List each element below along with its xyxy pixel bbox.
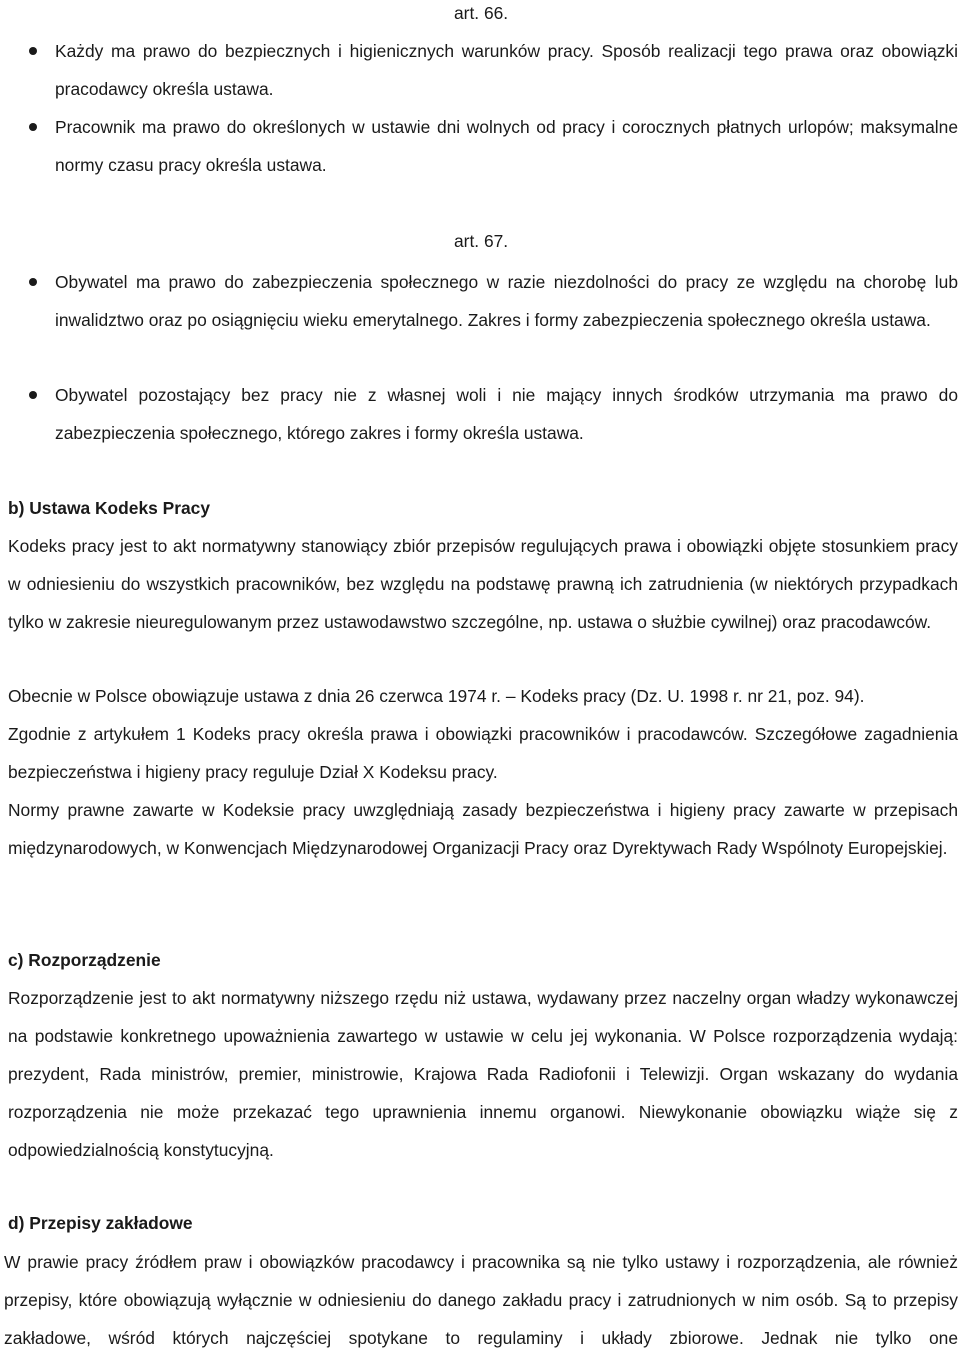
section-b-heading: b) Ustawa Kodeks Pracy bbox=[8, 498, 211, 518]
art-67-item-2: Obywatel pozostający bez pracy nie z własnej woli i nie mający innych środków utrzymania ma prawo do zabezpieczenia społecznego, którego zakres i formy określa ustawa. bbox=[55, 376, 958, 452]
section-c-heading: c) Rozporządzenie bbox=[8, 950, 161, 970]
section-d-heading: d) Przepisy zakładowe bbox=[8, 1213, 193, 1233]
art-67-heading: art. 67. bbox=[454, 231, 509, 251]
section-c-paragraph-1: Rozporządzenie jest to akt normatywny niższego rzędu niż ustawa, wydawany przez naczelny organ władzy wykonawczej na podstawie konkretnego upoważnienia zawartego w ustawie w celu jej wykonania. W Polsce rozporządzenia wydają: prezydent, Rada ministrów, premier, ministrowie, Krajowa Rada Radiofonii i Telewizji. Organ wskazany do wydania rozporządzenia nie może przekazać tego uprawnienia innemu organowi. Niewykonanie obowiązku wiąże się z odpowiedzialnością konstytucyjną. bbox=[8, 988, 958, 1160]
art-66-item-1: Każdy ma prawo do bezpiecznych i higienicznych warunków pracy. Sposób realizacji tego prawa oraz obowiązki pracodawcy określa ustawa. bbox=[55, 32, 958, 108]
section-b-paragraph-4: Normy prawne zawarte w Kodeksie pracy uwzględniają zasady bezpieczeństwa i higieny pracy zawarte w przepisach międzynarodowych, w Konwencjach Międzynarodowej Organizacji Pracy oraz Dyrektywach Rady Wspólnoty Europejskiej. bbox=[8, 800, 958, 858]
art-66-heading: art. 66. bbox=[454, 3, 509, 23]
section-b-paragraph-3: Zgodnie z artykułem 1 Kodeks pracy określa prawa i obowiązki pracowników i pracodawców. Szczegółowe zagadnienia bezpieczeństwa i higieny pracy reguluje Dział X Kodeksu pracy. bbox=[8, 724, 958, 782]
art-66-item-2: Pracownik ma prawo do określonych w ustawie dni wolnych od pracy i corocznych płatnych urlopów; maksymalne normy czasu pracy określa ustawa. bbox=[55, 108, 958, 184]
section-d-paragraph-1: W prawie pracy źródłem praw i obowiązków pracodawcy i pracownika są nie tylko ustawy i rozporządzenia, ale również przepisy, które obowiązują wyłącznie w odniesieniu do danego zakładu pracy i zatrudnionych w nim osób. Są to przepisy zakładowe, wśród których najczęściej spotykane to regulaminy i układy zbiorowe. Jednak nie tylko one bbox=[4, 1252, 958, 1348]
section-b-paragraph-2: Obecnie w Polsce obowiązuje ustawa z dnia 26 czerwca 1974 r. – Kodeks pracy (Dz. U. 1998 r. nr 21, poz. 94). bbox=[8, 686, 865, 706]
section-b-paragraph-1: Kodeks pracy jest to akt normatywny stanowiący zbiór przepisów regulujących prawa i obowiązki objęte stosunkiem pracy w odniesieniu do wszystkich pracowników, bez względu na podstawę prawną ich zatrudnienia (w niektórych przypadkach tylko w zakresie nieuregulowanym przez ustawodawstwo szczególne, np. ustawa o służbie cywilnej) oraz pracodawców. bbox=[8, 536, 958, 632]
art-67-item-1: Obywatel ma prawo do zabezpieczenia społecznego w razie niezdolności do pracy ze względu na chorobę lub inwalidztwo oraz po osiągnięciu wieku emerytalnego. Zakres i formy zabezpieczenia społecznego określa ustawa. bbox=[55, 263, 958, 339]
